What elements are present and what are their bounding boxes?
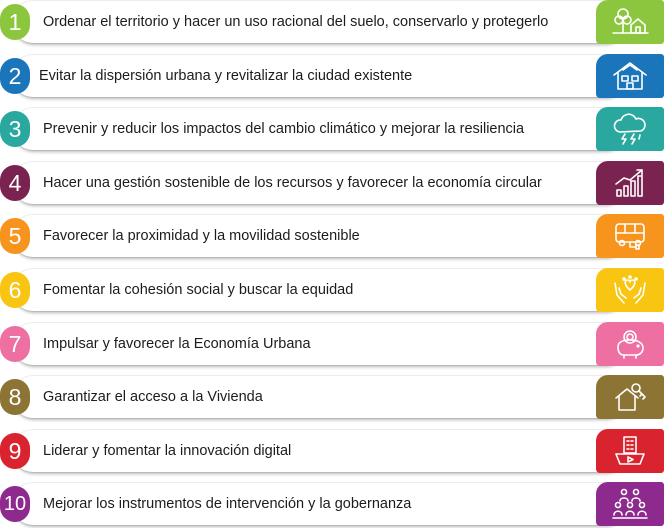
objective-label: Ordenar el territorio y hacer un uso racional del suelo, conservarlo y protegerlo xyxy=(43,14,549,30)
objective-row-7 xyxy=(0,322,666,368)
buildings-icon xyxy=(596,54,664,98)
piggy-bank-icon xyxy=(596,322,664,366)
number-badge: 1 xyxy=(0,4,30,40)
objective-row-8 xyxy=(0,375,666,421)
objective-row-2 xyxy=(0,54,666,100)
objective-label: Garantizar el acceso a la Vivienda xyxy=(43,389,263,405)
electric-bus-icon xyxy=(596,214,664,258)
storm-cloud-icon xyxy=(596,107,664,151)
objective-row-9 xyxy=(0,429,666,475)
people-group-icon xyxy=(596,482,664,526)
objective-label: Hacer una gestión sostenible de los recursos y favorecer la economía circular xyxy=(43,175,542,191)
objective-row-10 xyxy=(0,482,666,528)
number-badge: 2 xyxy=(0,58,30,94)
objective-row-6 xyxy=(0,268,666,314)
objective-label: Mejorar los instrumentos de intervención y la gobernanza xyxy=(43,496,412,512)
number-badge: 6 xyxy=(0,272,30,308)
number-badge: 10 xyxy=(0,486,30,522)
objective-row-1 xyxy=(0,0,666,46)
objective-label: Evitar la dispersión urbana y revitalizar la ciudad existente xyxy=(39,68,413,84)
smart-city-icon xyxy=(596,429,664,473)
number-badge: 4 xyxy=(0,165,30,201)
tree-house-icon xyxy=(596,0,664,44)
objective-label: Favorecer la proximidad y la movilidad sostenible xyxy=(43,228,360,244)
objective-label: Impulsar y favorecer la Economía Urbana xyxy=(43,336,311,352)
objective-label: Liderar y fomentar la innovación digital xyxy=(43,443,292,459)
house-key-icon xyxy=(596,375,664,419)
objective-label: Prevenir y reducir los impactos del cambio climático y mejorar la resiliencia xyxy=(43,121,525,137)
hands-heart-icon xyxy=(596,268,664,312)
objective-row-5 xyxy=(0,214,666,260)
number-badge: 7 xyxy=(0,326,30,362)
number-badge: 3 xyxy=(0,111,30,147)
growth-chart-icon xyxy=(596,161,664,205)
number-badge: 8 xyxy=(0,379,30,415)
number-badge: 9 xyxy=(0,433,30,469)
number-badge: 5 xyxy=(0,218,30,254)
objective-label: Fomentar la cohesión social y buscar la equidad xyxy=(43,282,354,298)
objective-row-3 xyxy=(0,107,666,153)
objective-row-4 xyxy=(0,161,666,207)
